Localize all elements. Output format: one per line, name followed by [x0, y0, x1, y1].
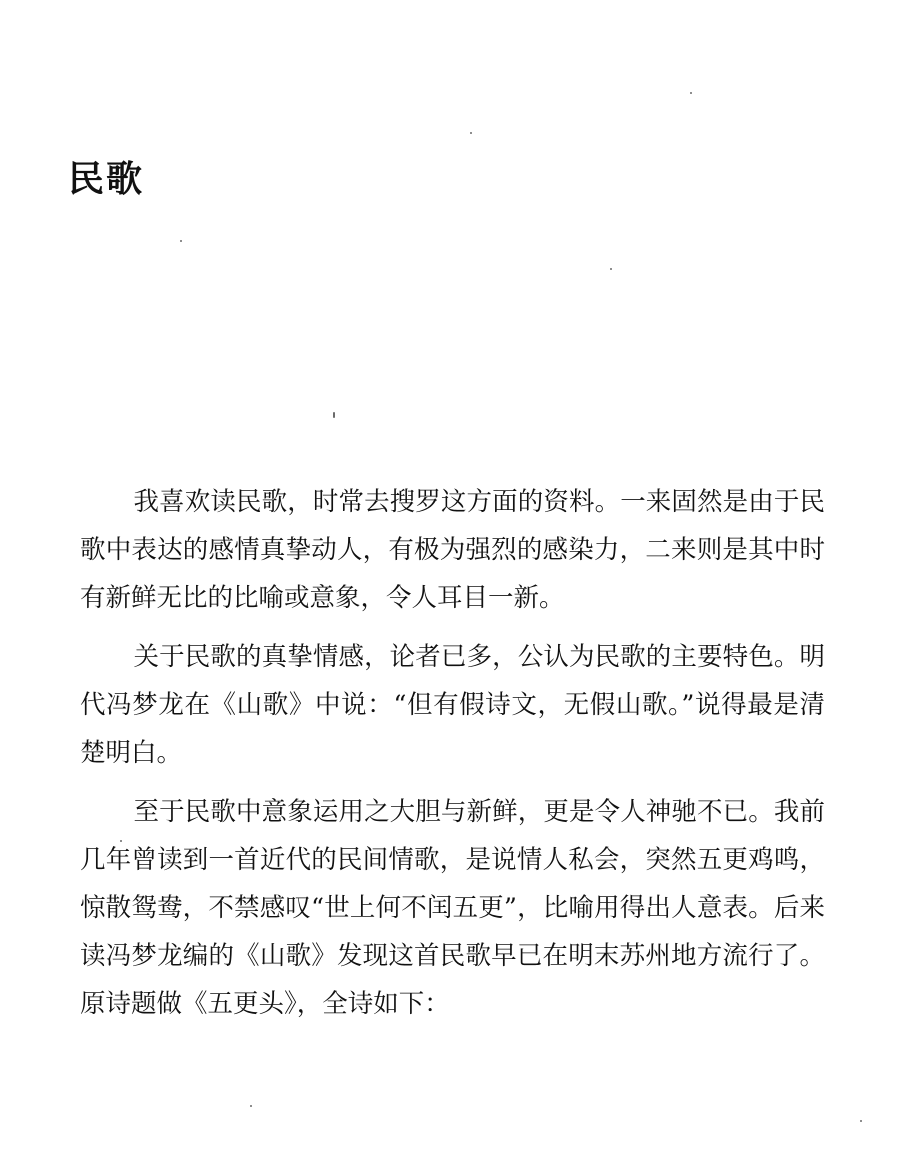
page-title: 民歌: [68, 159, 145, 200]
paragraph: 至于民歌中意象运用之大胆与新鲜，更是令人神驰不已。我前几年曾读到一首近代的民间情歌，是说情人私会，突然五更鸡鸣，惊散鸳鸯，不禁感叹“世上何不闰五更”，比喻用得出人意表。后来读冯梦龙编的《山歌》发现这首民歌早已在明末苏州地方流行了。原诗题做《五更头》，全诗如下：: [80, 797, 825, 1019]
body-text: [80, 478, 825, 1039]
scan-speck: [180, 240, 182, 242]
paragraph: 我喜欢读民歌，时常去搜罗这方面的资料。一来固然是由于民歌中表达的感情真挚动人，有极为强烈的感染力，二来则是其中时有新鲜无比的比喻或意象，令人耳目一新。: [80, 487, 825, 613]
scan-speck: [333, 412, 335, 418]
scan-speck: [250, 1105, 252, 1107]
scan-speck: [470, 132, 472, 134]
paragraph: 关于民歌的真挚情感，论者已多，公认为民歌的主要特色。明代冯梦龙在《山歌》中说：“但有假诗文，无假山歌。”说得最是清楚明白。: [80, 642, 825, 768]
scan-speck: [860, 1120, 862, 1122]
scan-speck: [610, 268, 612, 270]
scan-speck: [690, 92, 692, 94]
